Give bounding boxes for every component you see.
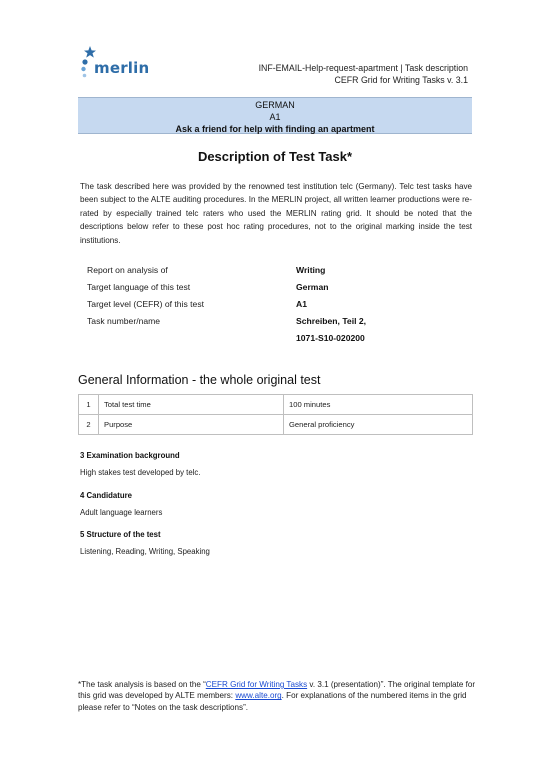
row-label: Purpose [99,415,284,435]
page-title: Description of Test Task* [197,149,353,164]
section-text: High stakes test developed by telc. [80,468,201,477]
page-header [259,62,468,86]
footnote-text: . For explanations of the numbered items in the grid please refer to “Notes on the task descriptions”. [78,691,467,712]
header-line-2: CEFR Grid for Writing Tasks v. 3.1 [334,75,468,85]
section-examination-background [80,451,201,477]
title-language: GERMAN [255,100,295,110]
row-value: General proficiency [284,415,473,435]
title-level: A1 [269,112,281,122]
section-title: 4 Candidature [80,491,132,500]
alte-link[interactable]: www.alte.org [235,691,282,701]
section-text: Adult language learners [80,508,163,517]
table-row [79,415,473,435]
report-list [87,265,477,350]
report-row [87,282,477,299]
title-task: Ask a friend for help with finding an apartment [175,124,375,134]
logo-wordmark: merlin [94,59,150,77]
report-value: German [296,282,329,292]
cefr-grid-link[interactable]: CEFR Grid for Writing Tasks [205,680,308,689]
section-title: 5 Structure of the test [80,530,161,539]
report-key: Task number/name [87,316,161,326]
footnote-text: *The task analysis is based on the “ [78,680,206,689]
intro-paragraph: The task described here was provided by the renowned test institution telc (Germany). Telc test tasks have been subject to the ALTE auditing procedures. In the MERLIN project, all written learner productions were re-rated by especially trained telc raters who used the MERLIN rating grid. It should be noted that the descriptions below refer to these post hoc rating procedures, not to the original marking inside the test institutions. [80,182,472,245]
report-value: A1 [296,299,307,309]
table-row [79,395,473,415]
footnote-text: v. 3.1 (presentation)”. The original template for this grid was developed by ALTE members: [78,680,476,701]
general-info-heading: General Information - the whole original test [78,373,321,387]
section-title: 3 Examination background [80,451,180,460]
report-row [87,265,477,282]
row-number: 2 [79,415,99,435]
report-key: Target language of this test [87,282,191,292]
report-key: Target level (CEFR) of this test [87,299,205,309]
row-label: Total test time [99,395,284,415]
merlin-logo [76,46,150,90]
header-line-1: INF-EMAIL-Help-request-apartment | Task description [258,63,468,73]
row-value: 100 minutes [284,395,473,415]
row-number: 1 [79,395,99,415]
section-text: Listening, Reading, Writing, Speaking [80,547,210,556]
general-info-table [78,394,473,435]
report-row [87,333,477,350]
report-key: Report on analysis of [87,265,168,275]
report-value: Writing [296,265,326,275]
footnote [78,679,478,713]
report-value: 1071-S10-020200 [296,333,365,343]
report-row [87,299,477,316]
report-value: Schreiben, Teil 2, [296,316,367,326]
title-box [78,97,472,134]
section-structure [80,530,210,556]
section-candidature [80,491,162,517]
report-row [87,316,477,333]
